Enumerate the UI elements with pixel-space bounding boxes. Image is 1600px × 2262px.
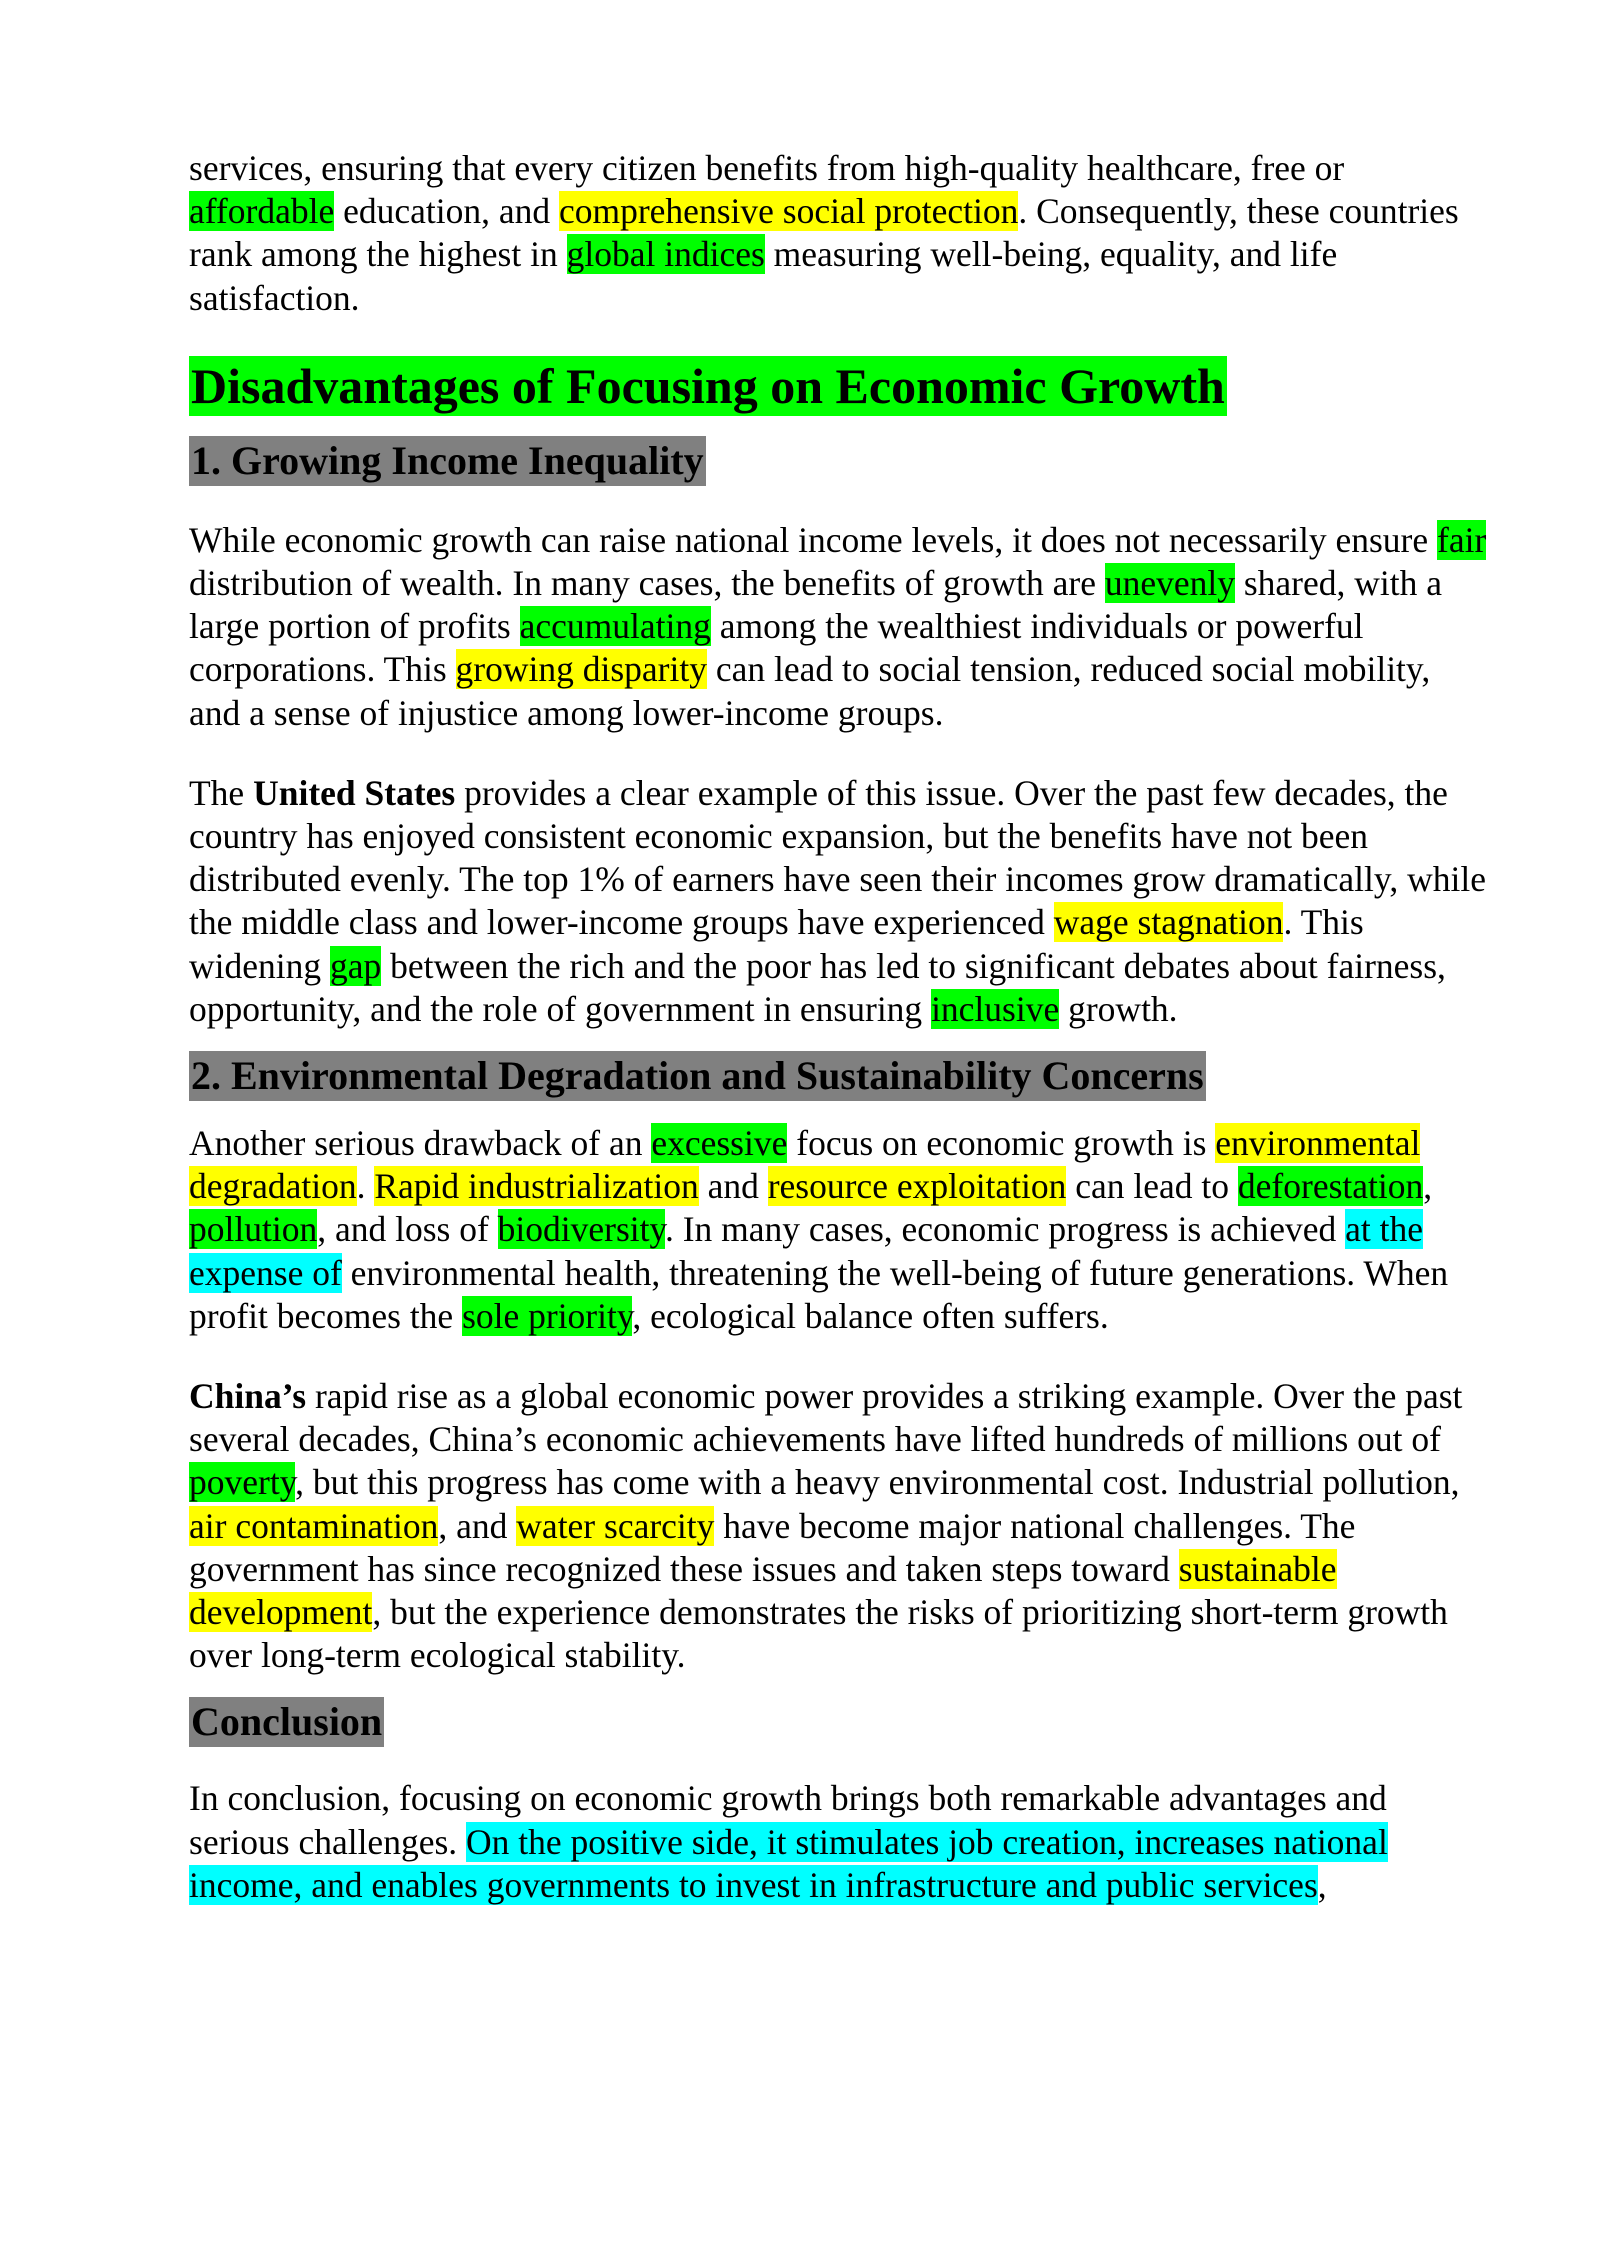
text-run: , but the experience demonstrates the risks of prioritizing short-term growth over long-term ecological stability. — [189, 1592, 1448, 1676]
bold-text: United States — [253, 772, 456, 813]
conclusion-heading-wrap — [189, 1697, 1489, 1747]
text-run: , but this progress has come with a heavy environmental cost. Industrial pollution, — [295, 1462, 1460, 1503]
highlight-yellow: air contamination — [189, 1505, 439, 1546]
text-run: While economic growth can raise national income levels, it does not necessarily ensure — [189, 519, 1437, 560]
text-run: , ecological balance often suffers. — [632, 1295, 1109, 1336]
highlight-green: excessive — [651, 1123, 788, 1164]
text-run: rapid rise as a global economic power provides a striking example. Over the past several decades, China’s economic achievements have lifted hundreds of millions out of — [189, 1376, 1463, 1460]
text-run: Another serious drawback of an — [189, 1123, 652, 1164]
conclusion-paragraph — [189, 1777, 1489, 1907]
text-run: environmental health, threatening the well-being of future generations. When profit becomes the — [189, 1252, 1449, 1336]
section1-paragraph-2 — [189, 772, 1489, 1031]
section1-paragraph-1 — [189, 519, 1489, 735]
highlight-green: poverty — [189, 1462, 296, 1503]
text-run: services, ensuring that every citizen benefits from high-quality healthcare, free or — [189, 148, 1345, 188]
bold-text: China’s — [189, 1376, 307, 1417]
text-run: . This widening — [189, 902, 1364, 986]
document-content — [189, 147, 1489, 1907]
section1-heading-wrap — [189, 436, 1489, 486]
highlight-green: fair — [1437, 519, 1487, 560]
highlight-green: deforestation — [1237, 1166, 1424, 1207]
text-run: The — [189, 772, 254, 813]
text-run: . Consequently, these countries rank among the highest in — [189, 191, 1459, 275]
text-run: shared, with a large portion of profits — [189, 563, 1443, 647]
highlight-green: accumulating — [519, 606, 711, 647]
text-run: In conclusion, focusing on economic growth brings both remarkable advantages and serious challenges. — [189, 1778, 1387, 1862]
section2-heading-wrap — [189, 1051, 1489, 1101]
main-heading-wrap — [189, 356, 1489, 416]
text-run: , and — [438, 1505, 517, 1546]
highlight-yellow: sustainable development — [189, 1548, 1337, 1633]
text-run: . — [356, 1166, 375, 1207]
text-run: , and loss of — [317, 1209, 498, 1250]
text-run: focus on economic growth is — [787, 1123, 1216, 1164]
highlight-cyan: On the positive side, it stimulates job creation, increases national income, and enables governments to invest in infrastructure and public services — [189, 1821, 1388, 1905]
highlight-yellow: comprehensive social protection — [558, 191, 1019, 232]
highlight-yellow: Rapid industrialization — [374, 1166, 699, 1207]
highlight-yellow: wage stagnation — [1053, 902, 1284, 943]
text-run: provides a clear example of this issue. Over the past few decades, the country has enjoyed consistent economic expansion, but the benefits have not been distributed evenly. The top 1% of earners have seen their incomes grow dramatically, while the middle class and lower-income groups have experienced — [189, 772, 1486, 943]
text-run: and — [698, 1166, 768, 1207]
highlight-green: gap — [330, 945, 382, 986]
highlight-green: unevenly — [1104, 563, 1235, 604]
main-heading: Disadvantages of Focusing on Economic Growth — [191, 357, 1225, 414]
section-heading-environment: 2. Environmental Degradation and Sustainability Concerns — [189, 1051, 1206, 1101]
highlight-green: sole priority — [462, 1295, 633, 1336]
highlight-green: affordable — [189, 191, 335, 232]
text-run: can lead to — [1066, 1166, 1238, 1207]
highlight-green: global indices — [566, 234, 765, 275]
highlight-yellow: resource exploitation — [767, 1166, 1067, 1207]
intro-paragraph — [189, 147, 1489, 320]
text-run: among the wealthiest individuals or powerful corporations. This — [189, 606, 1364, 690]
highlight-yellow: water scarcity — [516, 1505, 715, 1546]
section2-paragraph-1 — [189, 1122, 1489, 1338]
text-run: education, and — [334, 191, 559, 232]
highlight-green: pollution — [189, 1209, 318, 1250]
text-run: between the rich and the poor has led to significant debates about fairness, opportunity, and the role of government in ensuring — [189, 945, 1446, 1029]
text-run: have become major national challenges. The government has since recognized these issues and taken steps toward — [189, 1505, 1356, 1589]
text-run: distribution of wealth. In many cases, the benefits of growth are — [189, 563, 1105, 604]
text-run: , — [1423, 1166, 1433, 1207]
text-run: . In many cases, economic progress is achieved — [664, 1209, 1346, 1250]
text-run: measuring well-being, equality, and life satisfaction. — [189, 234, 1338, 318]
highlight-yellow: environmental degradation — [189, 1123, 1421, 1207]
highlight-cyan: at the expense of — [189, 1209, 1424, 1293]
text-run: , — [1317, 1864, 1327, 1905]
section-heading-conclusion: Conclusion — [189, 1697, 384, 1747]
section-heading-income-inequality: 1. Growing Income Inequality — [189, 436, 706, 486]
highlight-yellow: growing disparity — [455, 649, 707, 690]
text-run: growth. — [1059, 988, 1178, 1029]
text-run: can lead to social tension, reduced social mobility, and a sense of injustice among lower-income groups. — [189, 649, 1431, 733]
highlight-green: inclusive — [931, 988, 1060, 1029]
highlight-green: biodiversity — [497, 1209, 665, 1250]
section2-paragraph-2 — [189, 1375, 1489, 1677]
